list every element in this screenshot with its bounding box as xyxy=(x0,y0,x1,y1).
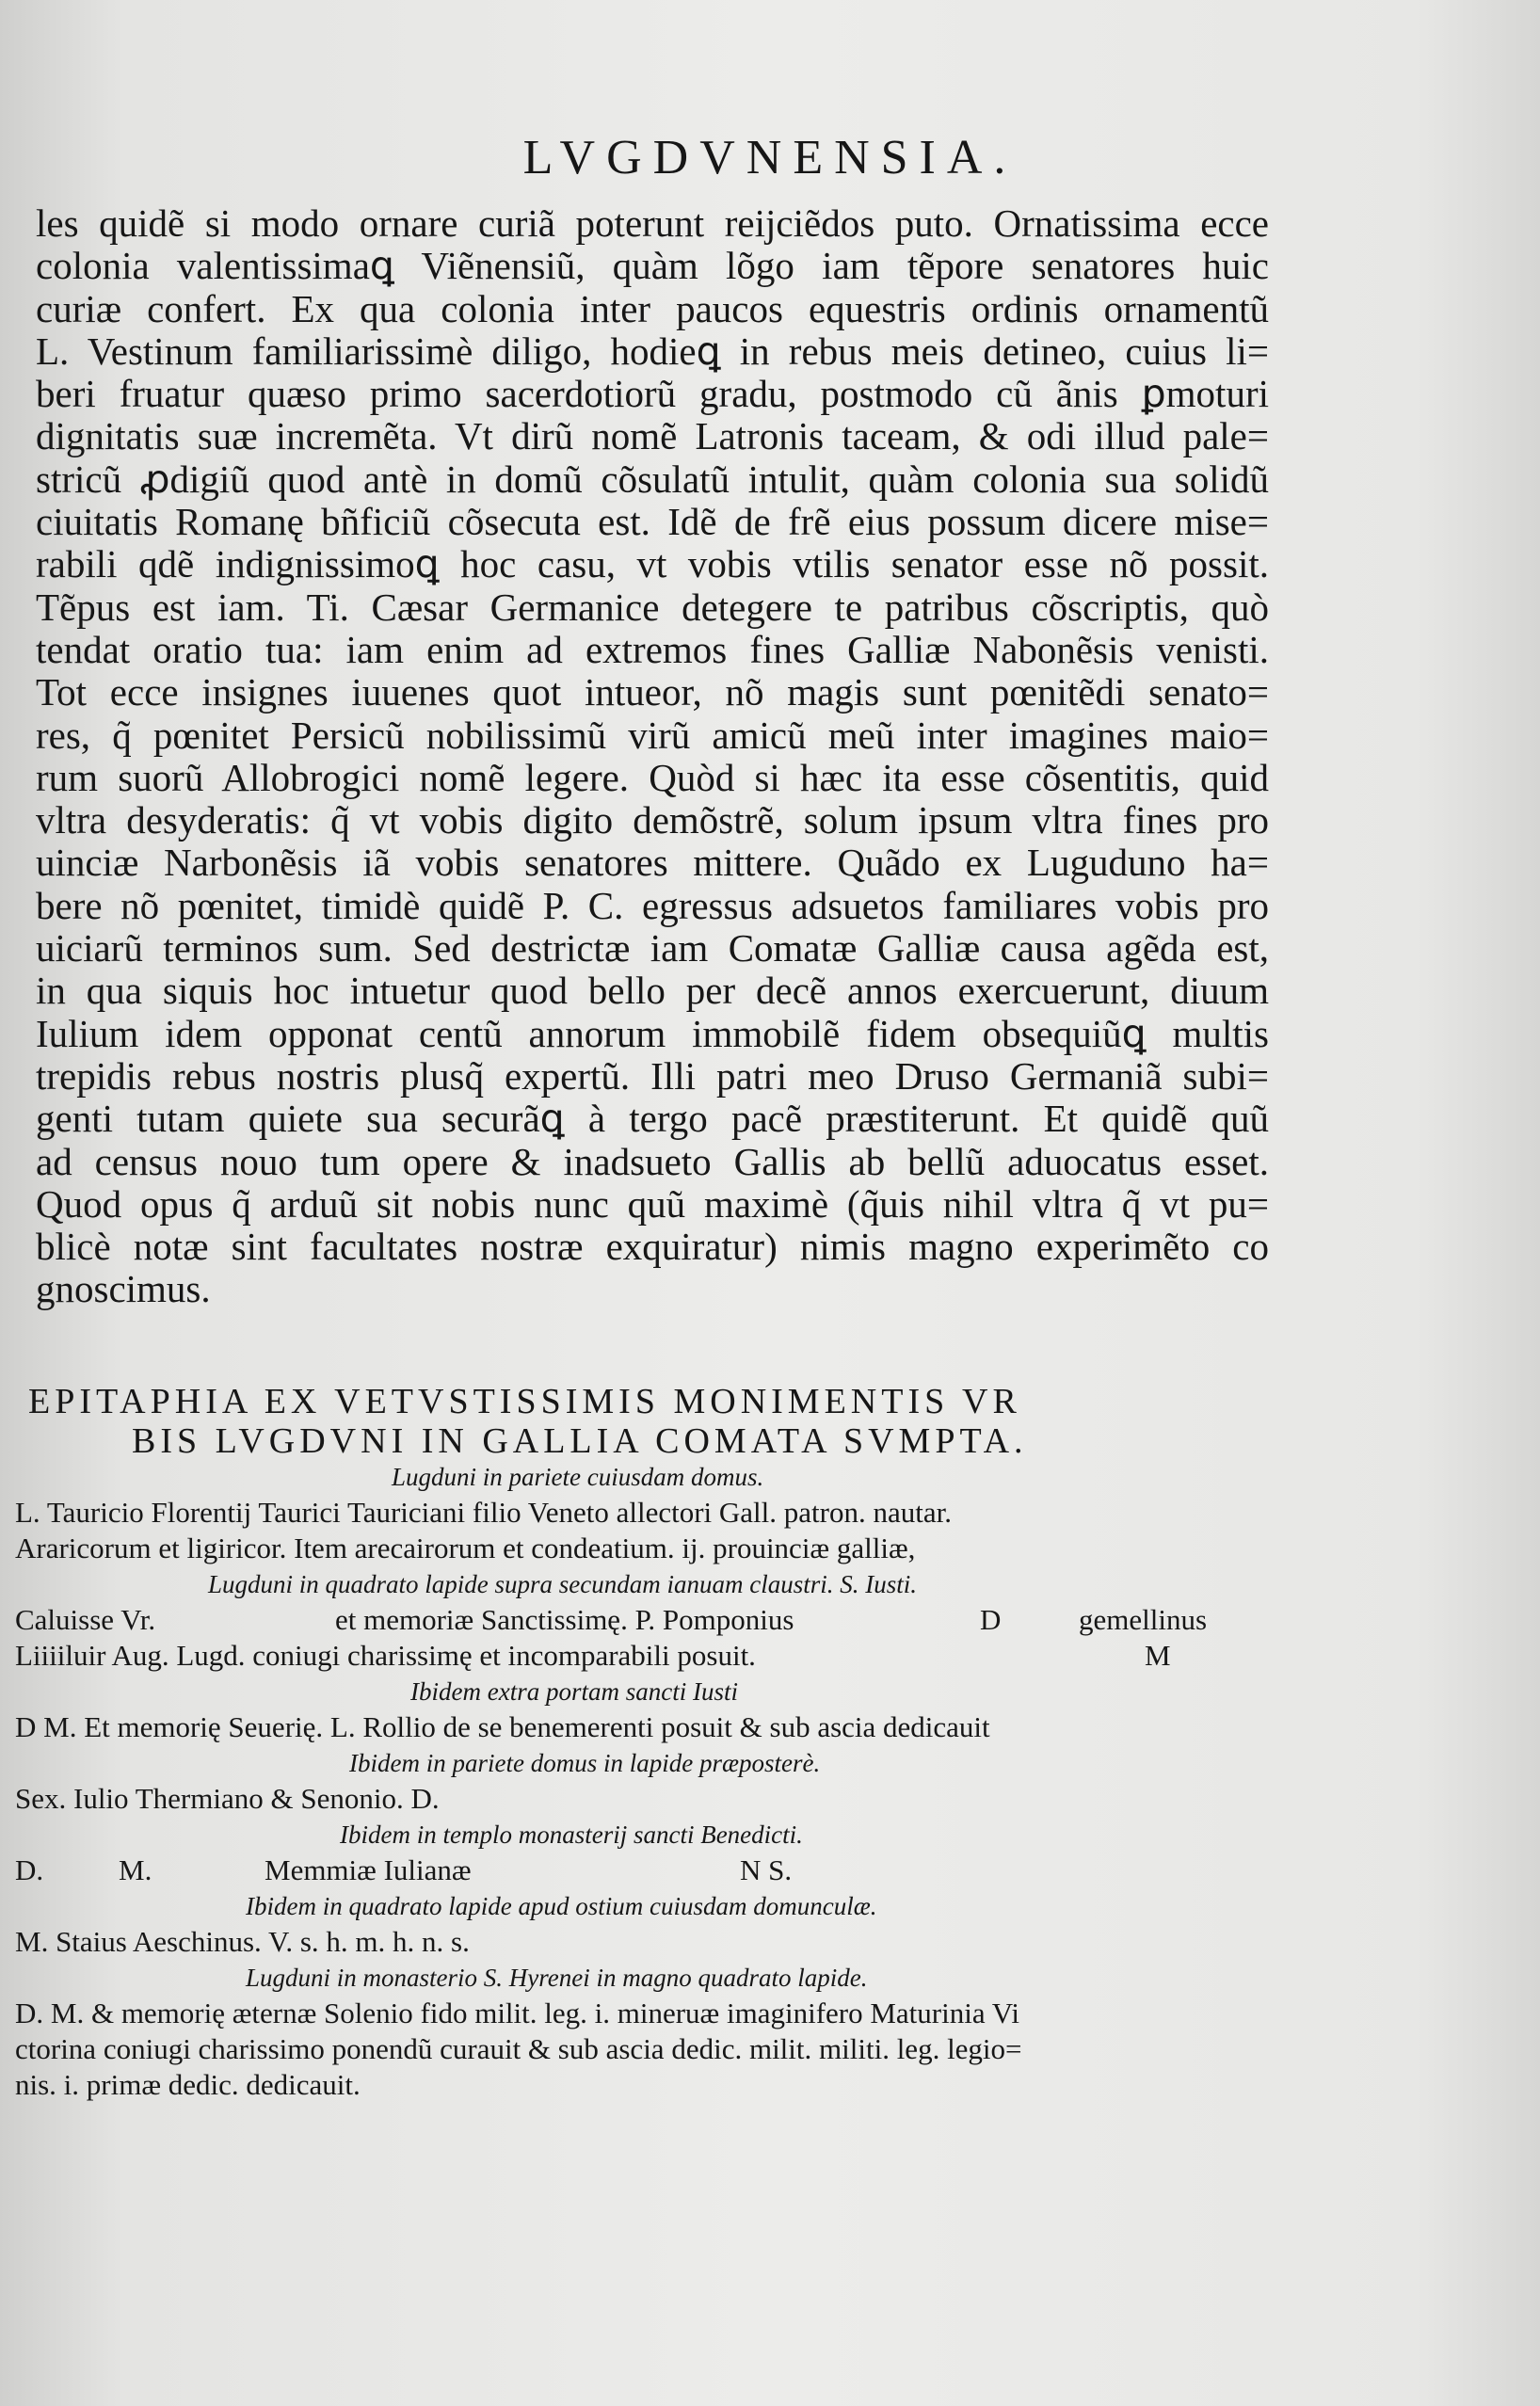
inscription-fragment: gemellinus xyxy=(1079,1603,1208,1636)
text-line: ciuitatis Romanę bñficiũ cõsecuta est. Idẽ de frẽ eius possum dicere mise= xyxy=(36,500,1269,544)
text-line: les quidẽ si modo ornare curiã poterunt reijciẽdos puto. Ornatissima ecce xyxy=(36,201,1269,245)
inscription-fragment: et memoriæ Sanctissimę. P. Pomponius xyxy=(335,1603,794,1636)
text-line: vltra desyderatis: q̃ vt vobis digito demõstrẽ, solum ipsum vltra fines pro xyxy=(36,798,1269,842)
text-line: dignitatis suæ incremẽta. Vt dirũ nomẽ Latronis taceam, & odi illud pale= xyxy=(36,414,1269,458)
text-line: uiciarũ terminos sum. Sed destrictæ iam Comatæ Galliæ causa agẽda est, xyxy=(36,926,1269,970)
inscription-line xyxy=(15,1638,1267,1674)
text-line: L. Vestinum familiarissimè diligo, hodieꝗ in rebus meis detineo, cuius li= xyxy=(36,329,1269,373)
inscription-fragment: Memmiæ Iulianæ xyxy=(265,1853,472,1886)
inscription-line: M. Staius Aeschinus. V. s. h. m. h. n. s. xyxy=(15,1925,470,1958)
inscription-line xyxy=(15,1853,1267,1888)
text-line: bere nõ pœnitet, timidè quidẽ P. C. egressus adsuetos familiares vobis pro xyxy=(36,883,1269,927)
inscription-line: nis. i. primæ dedic. dedicauit. xyxy=(15,2068,361,2101)
inscription-fragment: D. xyxy=(15,1853,44,1886)
inscription-fragment: M. xyxy=(119,1853,152,1886)
oration-text-block xyxy=(36,202,1269,1311)
text-line: Quod opus q̃ arduũ sit nobis nunc quũ maximè (q̃uis nihil vltra q̃ vt pu= xyxy=(36,1181,1269,1226)
location-caption: Ibidem in templo monasterij sancti Benedicti. xyxy=(340,1821,803,1849)
text-line: curiæ confert. Ex qua colonia inter paucos equestris ordinis ornamentũ xyxy=(36,286,1269,330)
text-line: uinciæ Narbonẽsis iã vobis senatores mittere. Quãdo ex Luguduno ha= xyxy=(36,841,1269,885)
inscription-line: L. Tauricio Florentij Taurici Tauriciani filio Veneto allectori Gall. patron. nautar. xyxy=(15,1496,952,1529)
location-caption: Lugduni in quadrato lapide supra secundam ianuam claustri. S. Iusti. xyxy=(208,1570,918,1598)
text-line: stricũ ꝓdigiũ quod antè in domũ cõsulatũ intulit, quàm colonia sua solidũ xyxy=(36,457,1269,501)
location-caption: Lugduni in pariete cuiusdam domus. xyxy=(392,1463,764,1491)
heading-line: BIS LVGDVNI IN GALLIA COMATA SVMPTA. xyxy=(132,1421,1028,1461)
text-line: res, q̃ pœnitet Persicũ nobilissimũ virũ amicũ meũ inter imagines maio= xyxy=(36,713,1269,757)
inscription-line: D M. Et memorię Seuerię. L. Rollio de se benemerenti posuit & sub ascia dedicauit xyxy=(15,1710,990,1743)
text-line: blicè notæ sint facultates nostræ exquiratur) nimis magno experimẽto co xyxy=(36,1225,1269,1269)
text-line: in qua siquis hoc intuetur quod bello per decẽ annos exercuerunt, diuum xyxy=(36,969,1269,1013)
location-caption: Ibidem in pariete domus in lapide præposterè. xyxy=(349,1749,821,1777)
text-line: rum suorũ Allobrogici nomẽ legere. Quòd si hæc ita esse cõsentitis, quid xyxy=(36,755,1269,799)
epitaph-list xyxy=(15,1459,1267,2103)
inscription-fragment: Caluisse Vr. xyxy=(15,1603,156,1636)
text-line: gnoscimus. xyxy=(36,1267,211,1311)
inscription-line xyxy=(15,1602,1267,1638)
inscription-fragment: Liiiiluir Aug. Lugd. coniugi charissimę et incomparabili posuit. xyxy=(15,1639,756,1672)
inscription-line: D. M. & memorię æternæ Solenio fido milit. leg. i. mineruæ imaginifero Maturinia Vi xyxy=(15,1997,1019,2029)
text-line: colonia valentissimaꝗ Viẽnensiũ, quàm lõgo iam tẽpore senatores huic xyxy=(36,244,1269,288)
text-line: rabili qdẽ indignissimoꝗ hoc casu, vt vobis vtilis senator esse nõ possit. xyxy=(36,542,1269,586)
text-line: Tot ecce insignes iuuenes quot intueor, nõ magis sunt pœnitẽdi senato= xyxy=(36,670,1269,714)
inscription-line: Sex. Iulio Thermiano & Senonio. D. xyxy=(15,1782,440,1815)
running-title: LVGDVNENSIA. xyxy=(522,131,1018,184)
text-line: Tẽpus est iam. Ti. Cæsar Germanice detegere te patribus cõscriptis, quò xyxy=(36,585,1269,629)
inscription-fragment: M xyxy=(1145,1639,1171,1672)
text-line: beri fruatur quæso primo sacerdotiorũ gradu, postmodo cũ ãnis ꝑmoturi xyxy=(36,372,1269,416)
location-caption: Ibidem in quadrato lapide apud ostium cuiusdam domunculæ. xyxy=(246,1892,877,1920)
inscription-fragment: D xyxy=(980,1603,1002,1636)
heading-line: EPITAPHIA EX VETVSTISSIMIS MONIMENTIS VR xyxy=(28,1382,1021,1421)
inscription-fragment: N S. xyxy=(740,1853,793,1886)
inscription-line: ctorina coniugi charissimo ponendũ curauit & sub ascia dedic. milit. militi. leg. legio= xyxy=(15,2032,1022,2065)
epitaphia-heading xyxy=(28,1382,1252,1461)
text-line: trepidis rebus nostris plusq̃ expertũ. Illi patri meo Druso Germaniã subi= xyxy=(36,1053,1269,1098)
location-caption: Lugduni in monasterio S. Hyrenei in magno quadrato lapide. xyxy=(246,1964,868,1992)
text-line: tendat oratio tua: iam enim ad extremos fines Galliæ Nabonẽsis venisti. xyxy=(36,627,1269,671)
location-caption: Ibidem extra portam sancti Iusti xyxy=(410,1677,738,1706)
text-line: Iulium idem opponat centũ annorum immobilẽ fidem obsequiũꝗ multis xyxy=(36,1011,1269,1055)
inscription-line: Araricorum et ligiricor. Item arecairorum et condeatium. ij. prouinciæ galliæ, xyxy=(15,1532,916,1564)
text-line: ad census nouo tum opere & inadsueto Gallis ab bellũ aduocatus esset. xyxy=(36,1139,1269,1183)
text-line: genti tutam quiete sua securãꝗ à tergo pacẽ præstiterunt. Et quidẽ quũ xyxy=(36,1097,1269,1141)
